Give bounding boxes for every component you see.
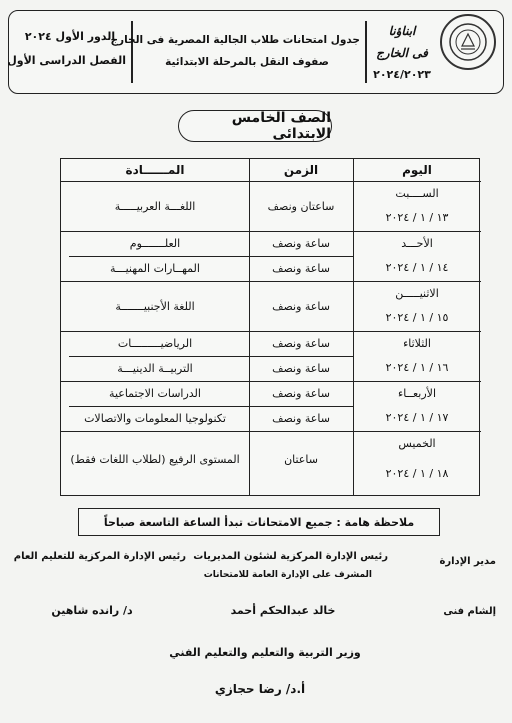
day-name: الأربعــاء [398,386,436,400]
header-left-line1: الدور الأول ٢٠٢٤ [24,30,116,43]
day-date: ١٤ / ١ / ٢٠٢٤ [385,260,449,274]
sub-row-line [69,256,353,257]
ministry-seal-icon [440,14,496,70]
day-name: الخميس [398,436,436,450]
time-cell: ساعة ونصف [272,337,330,350]
day-date: ١٧ / ١ / ٢٠٢٤ [385,410,449,424]
header-center-line2: صفوف النقل بالمرحلة الابتدائية [165,56,329,68]
schedule-table [60,158,480,496]
khaled-name: خالد عبدالحكم أحمد [230,604,336,617]
day-name: الســــبت [395,186,439,200]
time-cell: ساعة ونصف [272,387,330,400]
day-date: ١٦ / ١ / ٢٠٢٤ [385,360,449,374]
subject-cell: المهــارات المهنيـــة [110,262,200,275]
header-subject: المــــــادة [125,163,185,177]
tech-supervision-label: إلشام فنى [443,606,496,617]
time-cell: ساعة ونصف [272,412,330,425]
sub-row-line [69,406,353,407]
header-right-line3: ٢٠٢٤/٢٠٢٣ [373,68,431,81]
day-name: الاثنيـــــن [395,286,439,300]
header-center-line1: جدول امتحانات طلاب الجالية المصرية فى الخارج [110,34,360,46]
central-affairs-title: رئيس الإدارة المركزية لشئون المديريات [193,551,388,562]
time-cell: ساعة ونصف [272,299,330,313]
subject-cell: تكنولوجيا المعلومات والاتصالات [84,412,226,425]
header-divider-right [365,21,367,83]
time-cell: ساعة ونصف [272,262,330,275]
day-date: ١٨ / ١ / ٢٠٢٤ [385,466,449,480]
admin-manager-label: مدير الإدارة [439,556,496,567]
general-ed-title: رئيس الإدارة المركزية للتعليم العام [13,551,186,562]
randa-name: د/ رانده شاهين [51,604,133,617]
important-note: ملاحظة هامة : جميع الامتحانات تبدأ الساعة التاسعة صباحاً [78,508,440,536]
subject-cell: اللغة الأجنبيـــــــة [115,299,195,313]
header-left-line2: الفصل الدراسى الأول [7,54,126,67]
time-cell: ساعة ونصف [272,237,330,250]
header-right-line2: فى الخارج [376,46,428,60]
subject-cell: التربيــة الدينيـــة [117,362,193,375]
subject-cell: المستوى الرفيع (لطلاب اللغات فقط) [70,452,240,466]
day-date: ١٣ / ١ / ٢٠٢٤ [385,210,449,224]
grade-title: الصف الخامس الابتدائى [178,110,332,142]
day-name: الثلاثاء [403,336,431,350]
subject-cell: اللغـــة العربيـــــة [114,199,196,213]
header-right-line1: ابناؤنا [388,24,416,38]
minister-name: أ.د/ رضا حجازي [214,682,306,696]
subject-cell: الدراسات الاجتماعية [109,387,201,400]
time-cell: ساعتان ونصف [267,199,335,213]
header-day: اليوم [402,163,432,177]
time-cell: ساعة ونصف [272,362,330,375]
time-cell: ساعتان [284,452,318,466]
day-name: الأحـــد [401,236,433,250]
minister-title: وزير التربية والتعليم والتعليم الفني [169,646,361,659]
subject-cell: الرياضيـــــــــات [117,337,193,350]
sub-row-line [69,356,353,357]
header-time: الزمن [283,163,319,177]
subject-cell: العلـــــــوم [129,237,181,250]
header-divider-left [131,21,133,83]
central-affairs-subtitle: المشرف على الإدارة العامة للامتحانات [203,570,372,580]
day-date: ١٥ / ١ / ٢٠٢٤ [385,310,449,324]
